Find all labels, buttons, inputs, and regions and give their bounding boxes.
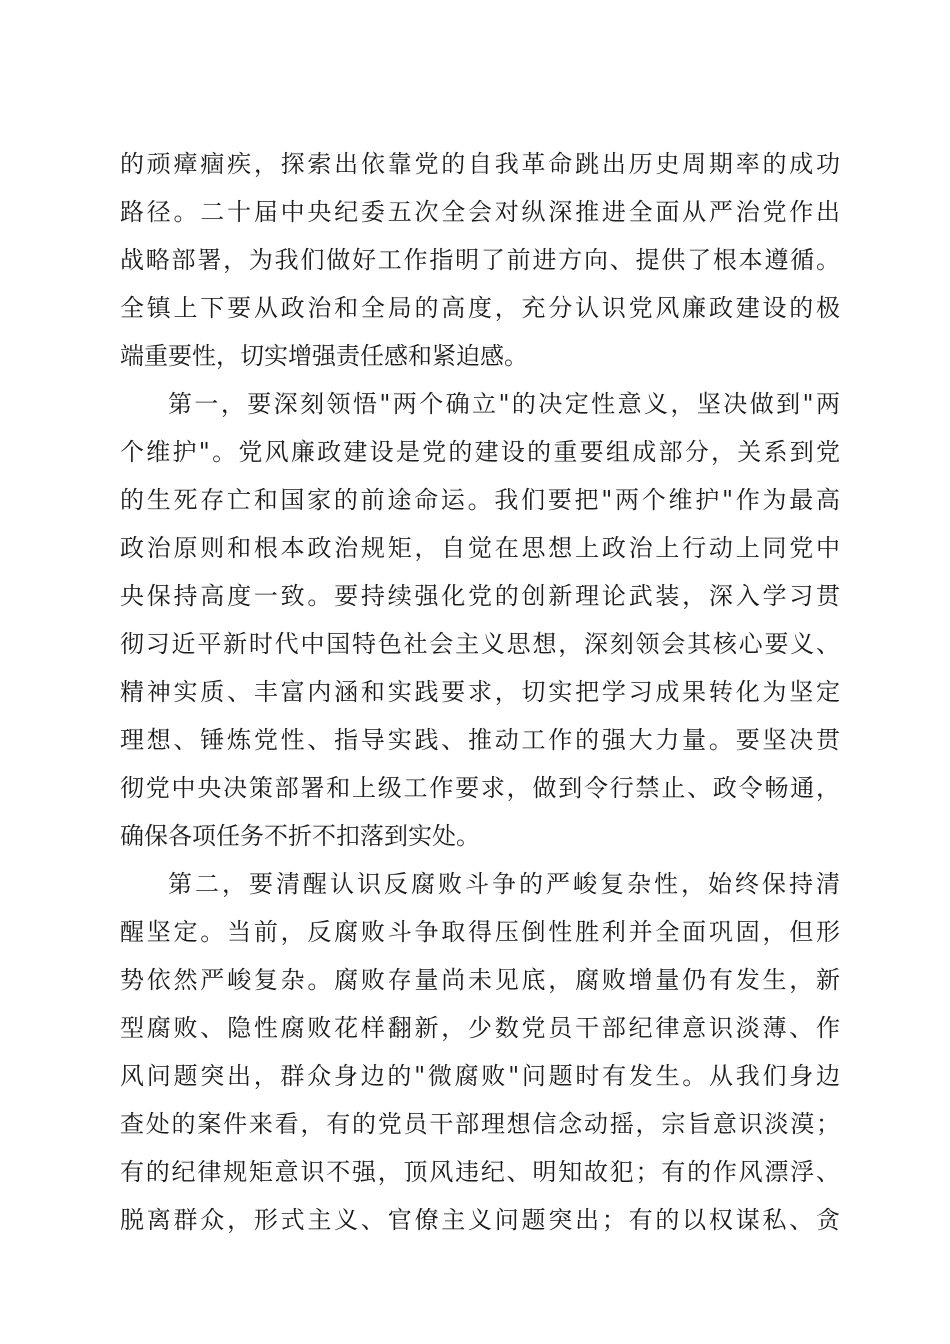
document-body bbox=[120, 140, 840, 1244]
text-line: 第二，要清醒认识反腐败斗争的严峻复杂性，始终保持清 bbox=[168, 870, 840, 898]
text-line: 第一，要深刻领悟"两个确立"的决定性意义，坚决做到"两 bbox=[168, 390, 840, 418]
text-line: 势依然严峻复杂。腐败存量尚未见底，腐败增量仍有发生，新 bbox=[120, 966, 840, 994]
text-line: 查处的案件来看，有的党员干部理想信念动摇，宗旨意识淡漠； bbox=[120, 1110, 840, 1138]
text-line: 理想、锤炼党性、指导实践、推动工作的强大力量。要坚决贯 bbox=[120, 726, 840, 754]
paragraph-intro bbox=[120, 140, 840, 380]
text-line: 精神实质、丰富内涵和实践要求，切实把学习成果转化为坚定 bbox=[120, 678, 840, 706]
text-line: 个维护"。党风廉政建设是党的建设的重要组成部分，关系到党 bbox=[120, 438, 840, 466]
text-line: 风问题突出，群众身边的"微腐败"问题时有发生。从我们身边 bbox=[120, 1062, 840, 1090]
text-line: 路径。二十届中央纪委五次全会对纵深推进全面从严治党作出 bbox=[120, 198, 840, 226]
text-line: 战略部署，为我们做好工作指明了前进方向、提供了根本遵循。 bbox=[120, 246, 840, 274]
text-line: 有的纪律规矩意识不强，顶风违纪、明知故犯；有的作风漂浮、 bbox=[120, 1158, 840, 1186]
paragraph-second bbox=[120, 860, 840, 1244]
text-line: 型腐败、隐性腐败花样翻新，少数党员干部纪律意识淡薄、作 bbox=[120, 1014, 840, 1042]
text-line: 政治原则和根本政治规矩，自觉在思想上政治上行动上同党中 bbox=[120, 534, 840, 562]
text-line: 彻习近平新时代中国特色社会主义思想，深刻领会其核心要义、 bbox=[120, 630, 840, 658]
text-line: 的顽瘴痼疾，探索出依靠党的自我革命跳出历史周期率的成功 bbox=[120, 150, 840, 178]
text-line: 全镇上下要从政治和全局的高度，充分认识党风廉政建设的极 bbox=[120, 294, 840, 322]
text-line: 端重要性，切实增强责任感和紧迫感。 bbox=[120, 342, 528, 370]
text-line: 彻党中央决策部署和上级工作要求，做到令行禁止、政令畅通， bbox=[120, 774, 840, 802]
text-line: 央保持高度一致。要持续强化党的创新理论武装，深入学习贯 bbox=[120, 582, 840, 610]
paragraph-first bbox=[120, 380, 840, 860]
text-line: 的生死存亡和国家的前途命运。我们要把"两个维护"作为最高 bbox=[120, 486, 840, 514]
text-line: 醒坚定。当前，反腐败斗争取得压倒性胜利并全面巩固，但形 bbox=[120, 918, 840, 946]
text-line: 确保各项任务不折不扣落到实处。 bbox=[120, 822, 480, 850]
text-line: 脱离群众，形式主义、官僚主义问题突出；有的以权谋私、贪 bbox=[120, 1206, 840, 1234]
